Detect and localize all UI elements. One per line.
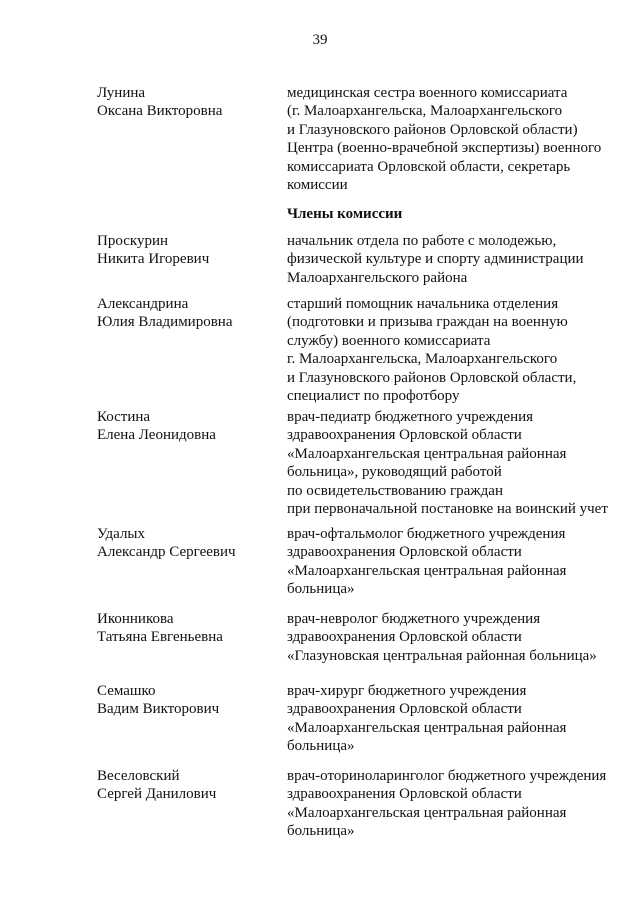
given-names: Сергей Данилович — [97, 786, 217, 803]
position-line: здравоохранения Орловской области — [287, 544, 522, 561]
member-position — [287, 232, 627, 287]
position-line: врач-хирург бюджетного учреждения — [287, 683, 527, 699]
member-position — [287, 295, 627, 405]
position-line: медицинская сестра военного комиссариата — [287, 85, 568, 101]
member-name — [97, 610, 272, 647]
member-position — [287, 408, 627, 518]
member-position — [287, 84, 627, 194]
surname: Веселовский — [97, 768, 180, 784]
position-line: комиссариата Орловской области, секретарь — [287, 158, 571, 175]
position-line: службу) военного комиссариата — [287, 332, 491, 349]
given-names: Никита Игоревич — [97, 251, 210, 268]
member-name — [97, 682, 272, 719]
member-position — [287, 767, 627, 841]
position-line: здравоохранения Орловской области — [287, 786, 522, 803]
position-line: по освидетельствованию граждан — [287, 482, 503, 499]
position-line: больница», руководящий работой — [287, 464, 502, 481]
position-line: «Малоархангельская центральная районная — [287, 562, 567, 579]
position-line: «Малоархангельская центральная районная — [287, 804, 567, 821]
position-line: г. Малоархангельска, Малоархангельского — [287, 351, 558, 368]
position-line: Центра (военно-врачебной экспертизы) военного — [287, 140, 602, 157]
position-line: врач-оториноларинголог бюджетного учреждения — [287, 768, 607, 784]
given-names: Юлия Владимировна — [97, 314, 233, 331]
given-names: Вадим Викторович — [97, 701, 220, 718]
position-line: и Глазуновского районов Орловской области) — [287, 121, 578, 138]
member-position — [287, 525, 627, 599]
position-line: здравоохранения Орловской области — [287, 701, 522, 718]
position-line: больница» — [287, 823, 355, 840]
position-line: «Малоархангельская центральная районная — [287, 719, 567, 736]
surname: Иконникова — [97, 611, 174, 627]
member-position — [287, 682, 627, 756]
position-line: специалист по профотбору — [287, 388, 460, 405]
given-names: Оксана Викторовна — [97, 103, 223, 120]
member-name — [97, 525, 272, 562]
position-line: «Глазуновская центральная районная больница» — [287, 647, 597, 664]
position-line: больница» — [287, 738, 355, 755]
position-line: больница» — [287, 581, 355, 598]
position-line: врач-педиатр бюджетного учреждения — [287, 409, 534, 425]
position-line: и Глазуновского районов Орловской области, — [287, 369, 577, 386]
position-line: врач-невролог бюджетного учреждения — [287, 611, 541, 627]
position-line: здравоохранения Орловской области — [287, 629, 522, 646]
position-line: физической культуре и спорту администрации — [287, 251, 584, 268]
section-heading: Члены комиссии — [287, 206, 403, 222]
position-line: старший помощник начальника отделения — [287, 296, 559, 312]
position-line: при первоначальной постановке на воинский учет — [287, 501, 608, 518]
position-line: (г. Малоархангельска, Малоархангельского — [287, 103, 563, 120]
surname: Александрина — [97, 296, 189, 312]
given-names: Александр Сергеевич — [97, 544, 236, 561]
member-name — [97, 767, 272, 804]
position-line: «Малоархангельская центральная районная — [287, 445, 567, 462]
member-name — [97, 295, 272, 332]
position-line: начальник отдела по работе с молодежью, — [287, 233, 557, 249]
given-names: Татьяна Евгеньевна — [97, 629, 223, 646]
position-line: комиссии — [287, 177, 348, 194]
member-name — [97, 408, 272, 445]
surname: Удалых — [97, 526, 146, 542]
member-name — [97, 232, 272, 269]
position-line: врач-офтальмолог бюджетного учреждения — [287, 526, 566, 542]
given-names: Елена Леонидовна — [97, 427, 216, 444]
position-line: здравоохранения Орловской области — [287, 427, 522, 444]
position-line: Малоархангельского района — [287, 269, 468, 286]
member-name — [97, 84, 272, 121]
surname: Проскурин — [97, 233, 168, 249]
surname: Семашко — [97, 683, 156, 699]
member-position — [287, 610, 627, 665]
page-number: 39 — [312, 32, 328, 48]
surname: Лунина — [97, 85, 146, 101]
surname: Костина — [97, 409, 151, 425]
position-line: (подготовки и призыва граждан на военную — [287, 314, 568, 331]
